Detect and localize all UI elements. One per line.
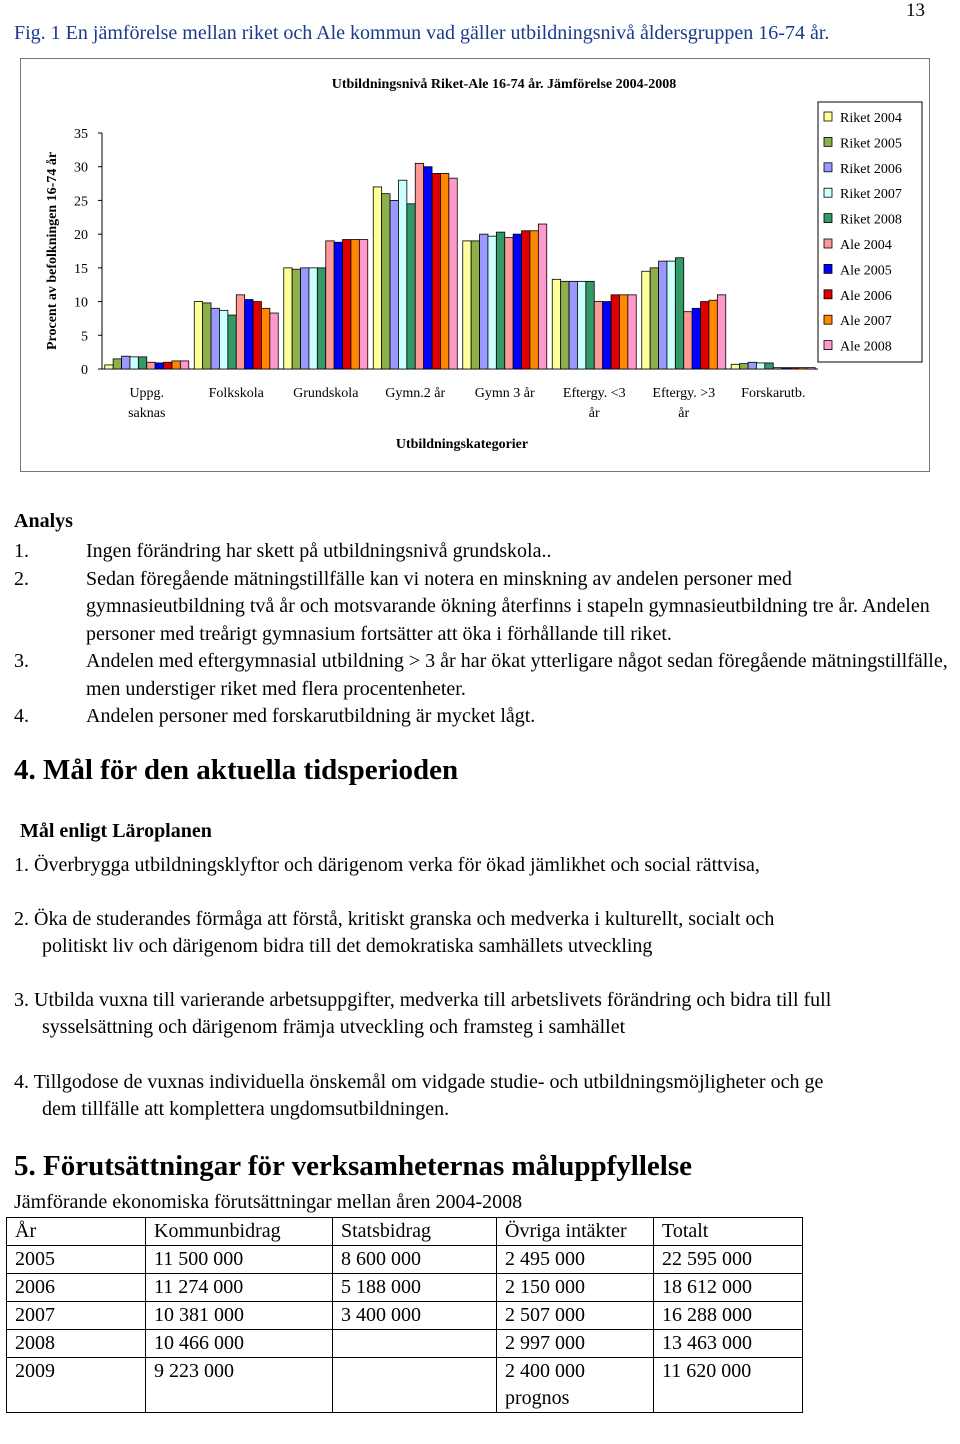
bar	[538, 224, 546, 369]
table-row: 2006 11 274 000 5 188 000 2 150 000 18 612 000	[7, 1274, 803, 1302]
legend-label: Ale 2008	[840, 339, 892, 355]
y-axis-label: Procent av befolkningen 16-74 år	[45, 151, 60, 351]
figure-caption: Fig. 1 En jämförelse mellan riket och Ale kommun vad gäller utbildningsnivå åldersgruppen 16-74 år.	[14, 22, 830, 44]
section-5-heading: 5. Förutsättningar för verksamheternas måluppfyllelse	[14, 1150, 692, 1182]
legend-label: Riket 2004	[840, 111, 902, 126]
bar	[471, 241, 479, 369]
bar	[359, 240, 367, 369]
y-tick-label: 10	[74, 295, 88, 311]
bar	[164, 362, 172, 369]
bar	[194, 302, 202, 369]
bar	[203, 303, 211, 369]
bar	[373, 187, 381, 369]
bar	[415, 163, 423, 369]
x-tick-label: Folkskola	[208, 386, 264, 401]
legend-swatch	[824, 239, 832, 248]
bar	[301, 268, 309, 369]
bar	[343, 240, 351, 369]
bar	[807, 368, 815, 369]
bar	[675, 258, 683, 369]
bar	[382, 194, 390, 369]
bar	[522, 231, 530, 369]
bar	[692, 308, 700, 369]
bar	[740, 364, 748, 369]
bar	[326, 241, 334, 369]
bar	[731, 364, 739, 369]
legend-swatch	[824, 264, 832, 273]
chart-title: Utbildningsnivå Riket-Ale 16-74 år. Jämförelse 2004-2008	[331, 77, 677, 92]
bar	[122, 356, 130, 369]
bar	[684, 312, 692, 369]
bar	[253, 302, 261, 369]
x-tick-label: år	[678, 406, 690, 421]
legend-label: Ale 2007	[840, 314, 892, 330]
table-row: 2009 9 223 000 2 400 000 prognos 11 620 000	[7, 1358, 803, 1413]
chart-container	[20, 58, 930, 472]
x-tick-label: Gymn 3 år	[474, 386, 535, 401]
list-item: 1. Ingen förändring har skett på utbildningsnivå grundskola..	[14, 540, 552, 562]
bar	[432, 173, 440, 369]
bar	[642, 271, 650, 369]
bar	[449, 178, 457, 369]
analysis-list	[14, 538, 954, 731]
column-header: Kommunbidrag	[146, 1218, 333, 1246]
bar	[798, 368, 806, 369]
legend-swatch	[824, 290, 832, 299]
bar	[219, 310, 227, 369]
list-item: 4. Andelen personer med forskarutbildning är mycket lågt.	[14, 705, 536, 727]
list-item-text: Ingen förändring har skett på utbildningsnivå grundskola..	[86, 540, 552, 562]
table-header-row	[7, 1218, 803, 1246]
table-row: 2007 10 381 000 3 400 000 2 507 000 16 288 000	[7, 1302, 803, 1330]
y-tick-label: 15	[74, 261, 88, 277]
x-tick-label: år	[588, 406, 600, 421]
x-tick-label: Grundskola	[293, 386, 359, 401]
y-tick-label: 0	[81, 363, 88, 378]
bar	[561, 281, 569, 369]
bar	[552, 279, 560, 369]
bar	[496, 232, 504, 369]
table-row: 2005 11 500 000 8 600 000 2 495 000 22 595 000	[7, 1246, 803, 1274]
bar	[577, 281, 585, 369]
bar	[147, 362, 155, 369]
goal-item: 2. Öka de studerandes förmåga att förstå, kritiskt granska och medverka i kulturellt, socialt och politiskt liv och därigenom bidra till det demokratiska samhällets utveckling	[14, 908, 775, 957]
y-tick-label: 20	[74, 228, 88, 244]
bar	[569, 281, 577, 369]
legend-swatch	[824, 163, 832, 172]
bar	[586, 281, 594, 369]
bar	[480, 234, 488, 369]
bar	[709, 300, 717, 369]
bar	[407, 204, 415, 369]
x-axis-label: Utbildningskategorier	[395, 437, 529, 452]
bar	[424, 167, 432, 369]
legend-swatch	[824, 214, 832, 223]
list-item: 2. Sedan föregående mätningstillfälle kan vi notera en minskning av andelen personer med gymnasieutbildning två år och motsvarande ökning återfinns i stapeln gymnasieutbildning tre år. Andelen personer med treårigt gymnasium fortsätter att öka i förhållande till riket.	[14, 567, 930, 645]
section-4-heading: 4. Mål för den aktuella tidsperioden	[14, 754, 459, 786]
bar	[603, 302, 611, 369]
bar	[130, 357, 138, 369]
bar	[790, 368, 798, 369]
bar	[513, 234, 521, 369]
bar	[667, 261, 675, 369]
y-tick-label: 35	[74, 127, 88, 142]
bar	[261, 308, 269, 369]
bar	[351, 240, 359, 369]
legend-swatch	[824, 112, 832, 121]
x-tick-label: Uppg.	[129, 386, 165, 401]
y-tick-label: 5	[81, 329, 88, 345]
bar	[113, 359, 121, 369]
bar	[390, 200, 398, 369]
x-tick-label: saknas	[128, 406, 166, 421]
bar	[284, 268, 292, 369]
goal-item: 1. Överbrygga utbildningsklyftor och därigenom verka för ökad jämlikhet och social rättvisa,	[14, 854, 760, 876]
column-header: Totalt	[654, 1218, 803, 1246]
x-tick-label: Eftergy. <3	[562, 386, 626, 401]
bar	[773, 368, 781, 369]
bar	[619, 295, 627, 369]
goal-item: 4. Tillgodose de vuxnas individuella önskemål om vidgade studie- och utbildningsmöjligheter och ge dem tillfälle att komplettera ungdomsutbildningen.	[14, 1071, 824, 1120]
bar	[748, 362, 756, 369]
legend-label: Riket 2008	[840, 212, 902, 228]
bar	[334, 242, 342, 369]
x-tick-label: Gymn.2 år	[385, 386, 446, 401]
bar	[105, 365, 113, 369]
goal-item: 3. Utbilda vuxna till varierande arbetsuppgifter, medverka till arbetslivets förändring och bidra till full sysselsättning och därigenom främja utveckling och framsteg i samhället	[14, 989, 832, 1038]
goals-subheading: Mål enligt Läroplanen	[20, 820, 212, 842]
table-caption: Jämförande ekonomiska förutsättningar mellan åren 2004-2008	[14, 1191, 523, 1213]
bar	[440, 173, 448, 369]
bar	[717, 295, 725, 369]
bar	[270, 313, 278, 369]
bar	[138, 357, 146, 369]
bar	[180, 361, 188, 369]
list-item-text: Sedan föregående mätningstillfälle kan vi notera en minskning av andelen personer med gymnasieutbildning två år och motsvarande ökning återfinns i stapeln gymnasieutbildning tre år. Andelen personer med treårigt gymnasium fortsätter att öka i förhållande till riket.	[86, 567, 930, 645]
bar	[309, 268, 317, 369]
table-row: 2008 10 466 000 2 997 000 13 463 000	[7, 1330, 803, 1358]
legend-swatch	[824, 188, 832, 197]
legend-label: Riket 2005	[840, 136, 902, 152]
bar	[756, 363, 764, 369]
bar	[245, 300, 253, 369]
list-item-text: Andelen med eftergymnasial utbildning > 3 år har ökat ytterligare något sedan föregående mätningstillfälle, men understiger riket med flera procentenheter.	[86, 650, 948, 700]
column-header: Övriga intäkter	[497, 1218, 654, 1246]
analysis-heading: Analys	[14, 510, 73, 532]
bar	[650, 268, 658, 369]
list-item: 3. Andelen med eftergymnasial utbildning > 3 år har ökat ytterligare något sedan föregående mätningstillfälle, men understiger riket med flera procentenheter.	[14, 650, 948, 700]
legend-swatch	[824, 341, 832, 350]
legend-label: Ale 2004	[840, 238, 892, 253]
bar	[701, 302, 709, 369]
bar-chart	[21, 59, 929, 471]
legend-label: Ale 2006	[840, 288, 892, 304]
bar	[398, 180, 406, 369]
legend-label: Riket 2006	[840, 161, 902, 177]
bar	[317, 268, 325, 369]
bar	[236, 295, 244, 369]
legend-label: Ale 2005	[840, 263, 892, 279]
finance-table	[6, 1217, 803, 1413]
bar	[211, 308, 219, 369]
bar	[530, 231, 538, 369]
legend-swatch	[824, 137, 832, 146]
x-tick-label: Forskarutb.	[741, 386, 806, 401]
legend-swatch	[824, 315, 832, 324]
bar	[659, 261, 667, 369]
bar	[765, 363, 773, 369]
bar	[611, 295, 619, 369]
page-number: 13	[906, 0, 925, 21]
y-tick-label: 30	[74, 160, 88, 176]
bar	[505, 238, 513, 369]
bar	[228, 315, 236, 369]
bar	[488, 236, 496, 369]
bar	[782, 368, 790, 369]
column-header: År	[7, 1218, 146, 1246]
column-header: Statsbidrag	[333, 1218, 497, 1246]
bar	[292, 269, 300, 369]
bar	[155, 363, 163, 369]
y-tick-label: 25	[74, 194, 88, 210]
bar	[594, 302, 602, 369]
legend-label: Riket 2007	[840, 187, 902, 203]
x-tick-label: Eftergy. >3	[652, 386, 716, 401]
bar	[463, 241, 471, 369]
bar	[628, 295, 636, 369]
list-item-text: Andelen personer med forskarutbildning är mycket lågt.	[86, 705, 536, 727]
bar	[172, 361, 180, 369]
